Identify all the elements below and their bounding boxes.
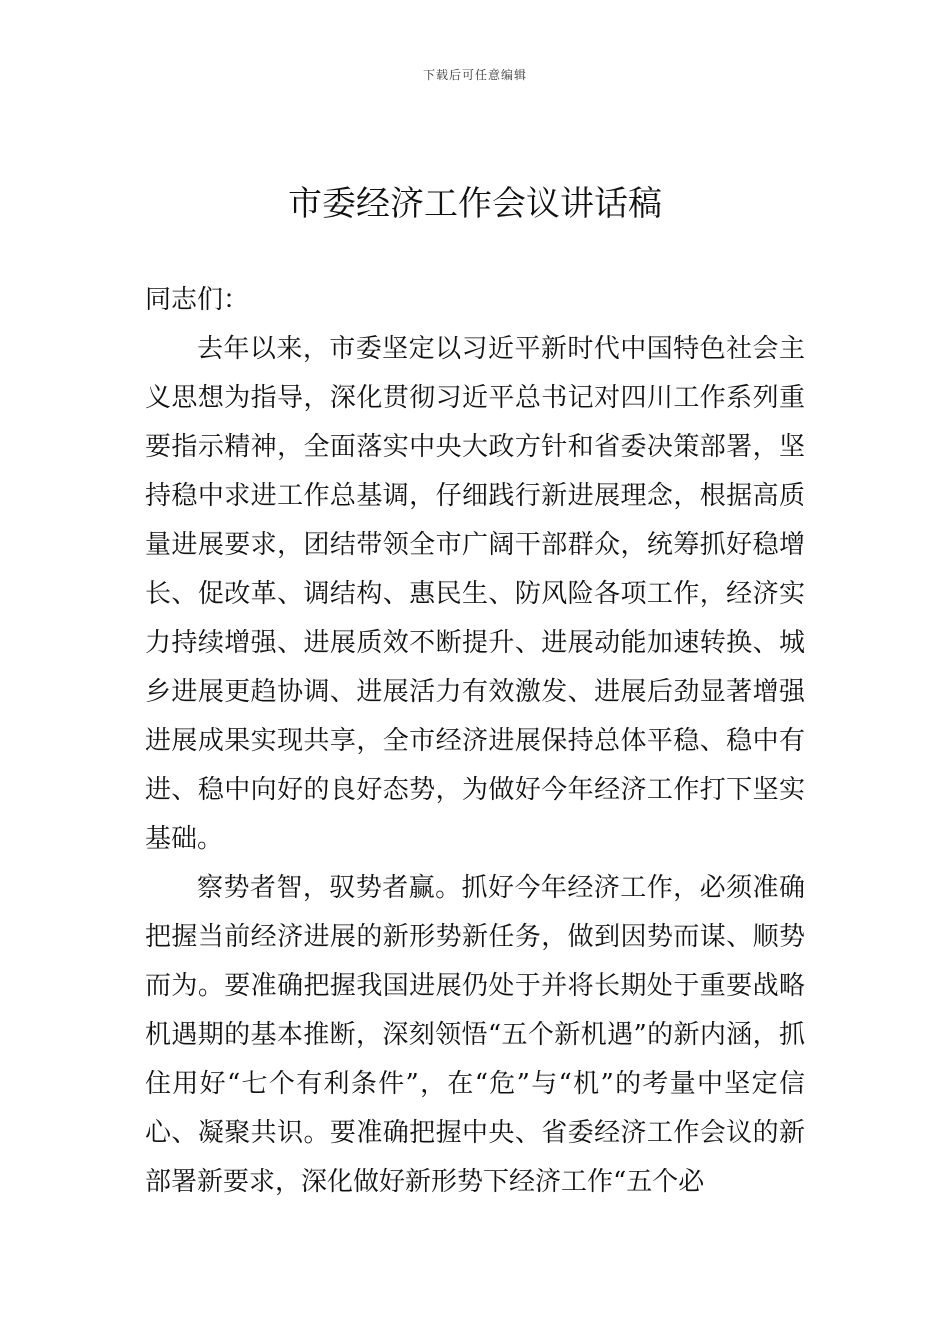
document-body <box>145 276 805 1207</box>
header-note: 下载后可任意编辑 <box>422 68 527 82</box>
salutation: 同志们： <box>145 285 250 315</box>
paragraph-1: 去年以来，市委坚定以习近平新时代中国特色社会主义思想为指导，深化贯彻习近平总书记对四川工作系列重要指示精神，全面落实中央大政方针和省委决策部署，坚持稳中求进工作总基调，仔细践行新进展理念，根据高质量进展要求，团结带领全市广阔干部群众，统筹抓好稳增长、促改革、调结构、惠民生、防风险各项工作，经济实力持续增强、进展质效不断提升、进展动能加速转换、城乡进展更趋协调、进展活力有效激发、进展后劲显著增强进展成果实现共享，全市经济进展保持总体平稳、稳中有进、稳中向好的良好态势，为做好今年经济工作打下坚实基础。 <box>145 334 805 854</box>
paragraph-2: 察势者智，驭势者赢。抓好今年经济工作，必须准确把握当前经济进展的新形势新任务，做到因势而谋、顺势而为。要准确把握我国进展仍处于并将长期处于重要战略机遇期的基本推断，深刻领悟“五个新机遇”的新内涵，抓住用好“七个有利条件”，在“危”与“机”的考量中坚定信心、凝聚共识。要准确把握中央、省委经济工作会议的新部署新要求，深化做好新形势下经济工作“五个必 <box>145 873 805 1197</box>
document-title: 市委经济工作会议讲话稿 <box>288 184 662 224</box>
